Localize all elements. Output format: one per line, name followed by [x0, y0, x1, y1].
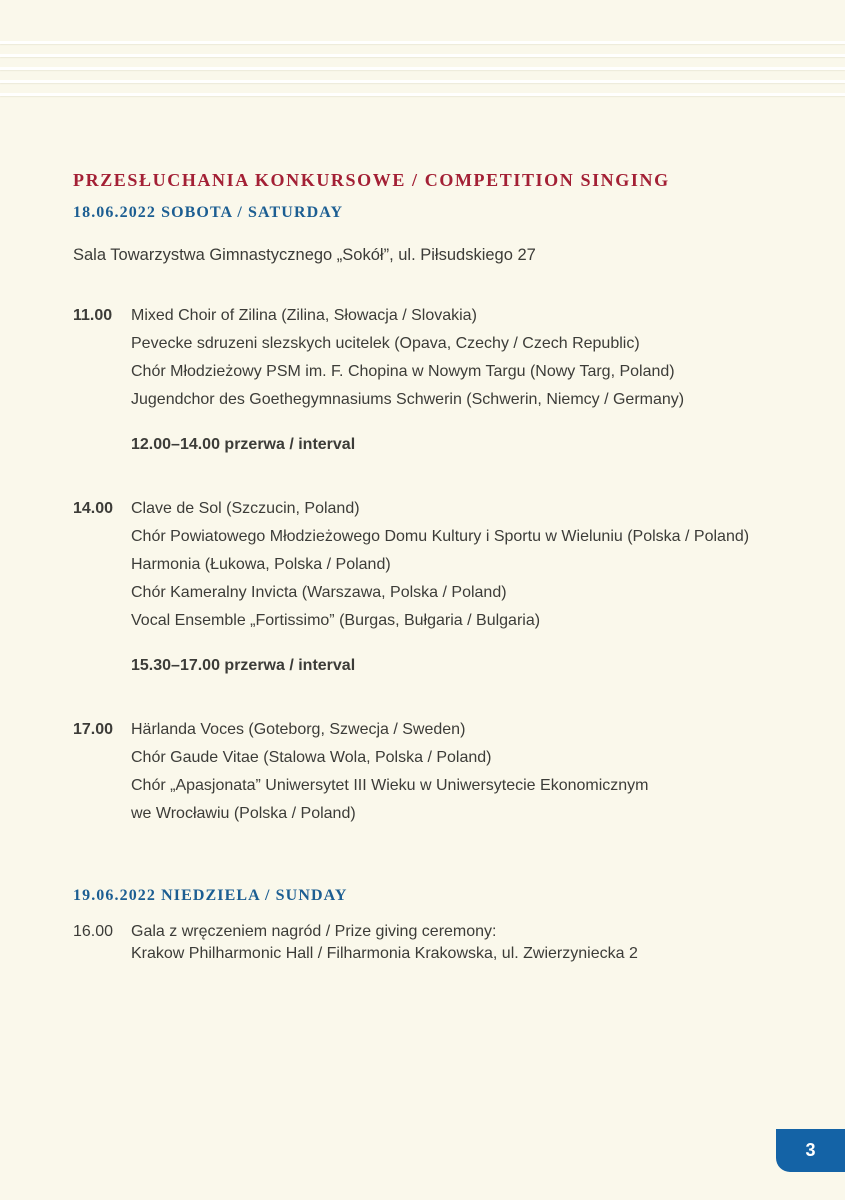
- gala-entry: Krakow Philharmonic Hall / Filharmonia Krakowska, ul. Zwierzyniecka 2: [131, 945, 638, 962]
- choir-entry: Clave de Sol (Szczucin, Poland): [131, 500, 360, 517]
- choir-entry: Chór Gaude Vitae (Stalowa Wola, Polska / Poland): [131, 749, 492, 766]
- choir-entry: Jugendchor des Goethegymnasiums Schwerin (Schwerin, Niemcy / Germany): [131, 391, 685, 408]
- session-time: 16.00: [73, 923, 114, 940]
- choir-entry: Chór Kameralny Invicta (Warszawa, Polska / Poland): [131, 584, 507, 601]
- staff-line: [0, 54, 845, 57]
- choir-entry: Mixed Choir of Zilina (Zilina, Słowacja / Slovakia): [131, 307, 477, 324]
- sunday-heading: 19.06.2022 NIEDZIELA / SUNDAY: [73, 887, 348, 904]
- choir-entry: Chór „Apasjonata” Uniwersytet III Wieku w Uniwersytecie Ekonomicznym: [131, 777, 649, 794]
- venue-line: Sala Towarzystwa Gimnastycznego „Sokół”, ul. Piłsudskiego 27: [73, 246, 536, 264]
- session-time: 11.00: [73, 307, 113, 324]
- choir-entry: Härlanda Voces (Goteborg, Szwecja / Sweden): [131, 721, 466, 738]
- page-content: [73, 169, 813, 965]
- session-time: 14.00: [73, 500, 114, 517]
- session-entries: [131, 495, 813, 635]
- choir-entry: Pevecke sdruzeni slezskych ucitelek (Opava, Czechy / Czech Republic): [131, 335, 640, 352]
- session-entries: [131, 302, 813, 414]
- staff-line: [0, 80, 845, 83]
- staff-line: [0, 93, 845, 96]
- staff-line: [0, 41, 845, 44]
- choir-entry: we Wrocławiu (Polska / Poland): [131, 805, 356, 822]
- session-entries: [131, 921, 813, 965]
- interval-note: 12.00–14.00 przerwa / interval: [131, 436, 356, 453]
- staff-line: [0, 67, 845, 70]
- page-number-badge: [776, 1129, 845, 1172]
- choir-entry: Chór Powiatowego Młodzieżowego Domu Kultury i Sportu w Wieluniu (Polska / Poland): [131, 528, 750, 545]
- session-time: 17.00: [73, 721, 114, 738]
- page-title: PRZESŁUCHANIA KONKURSOWE / COMPETITION SINGING: [73, 170, 670, 190]
- choir-entry: Chór Młodzieżowy PSM im. F. Chopina w Nowym Targu (Nowy Targ, Poland): [131, 363, 675, 380]
- session-entries: [131, 716, 813, 828]
- interval-note: 15.30–17.00 przerwa / interval: [131, 657, 356, 674]
- gala-entry: Gala z wręczeniem nagród / Prize giving ceremony:: [131, 923, 497, 940]
- saturday-heading: 18.06.2022 SOBOTA / SATURDAY: [73, 204, 344, 221]
- schedule-session-16: [73, 921, 813, 965]
- choir-entry: Vocal Ensemble „Fortissimo” (Burgas, Bułgaria / Bulgaria): [131, 612, 541, 629]
- choir-entry: Harmonia (Łukowa, Polska / Poland): [131, 556, 391, 573]
- schedule-session-11: [73, 302, 813, 414]
- schedule-session-17: [73, 716, 813, 828]
- schedule-session-14: [73, 495, 813, 635]
- page-number: 3: [805, 1140, 816, 1160]
